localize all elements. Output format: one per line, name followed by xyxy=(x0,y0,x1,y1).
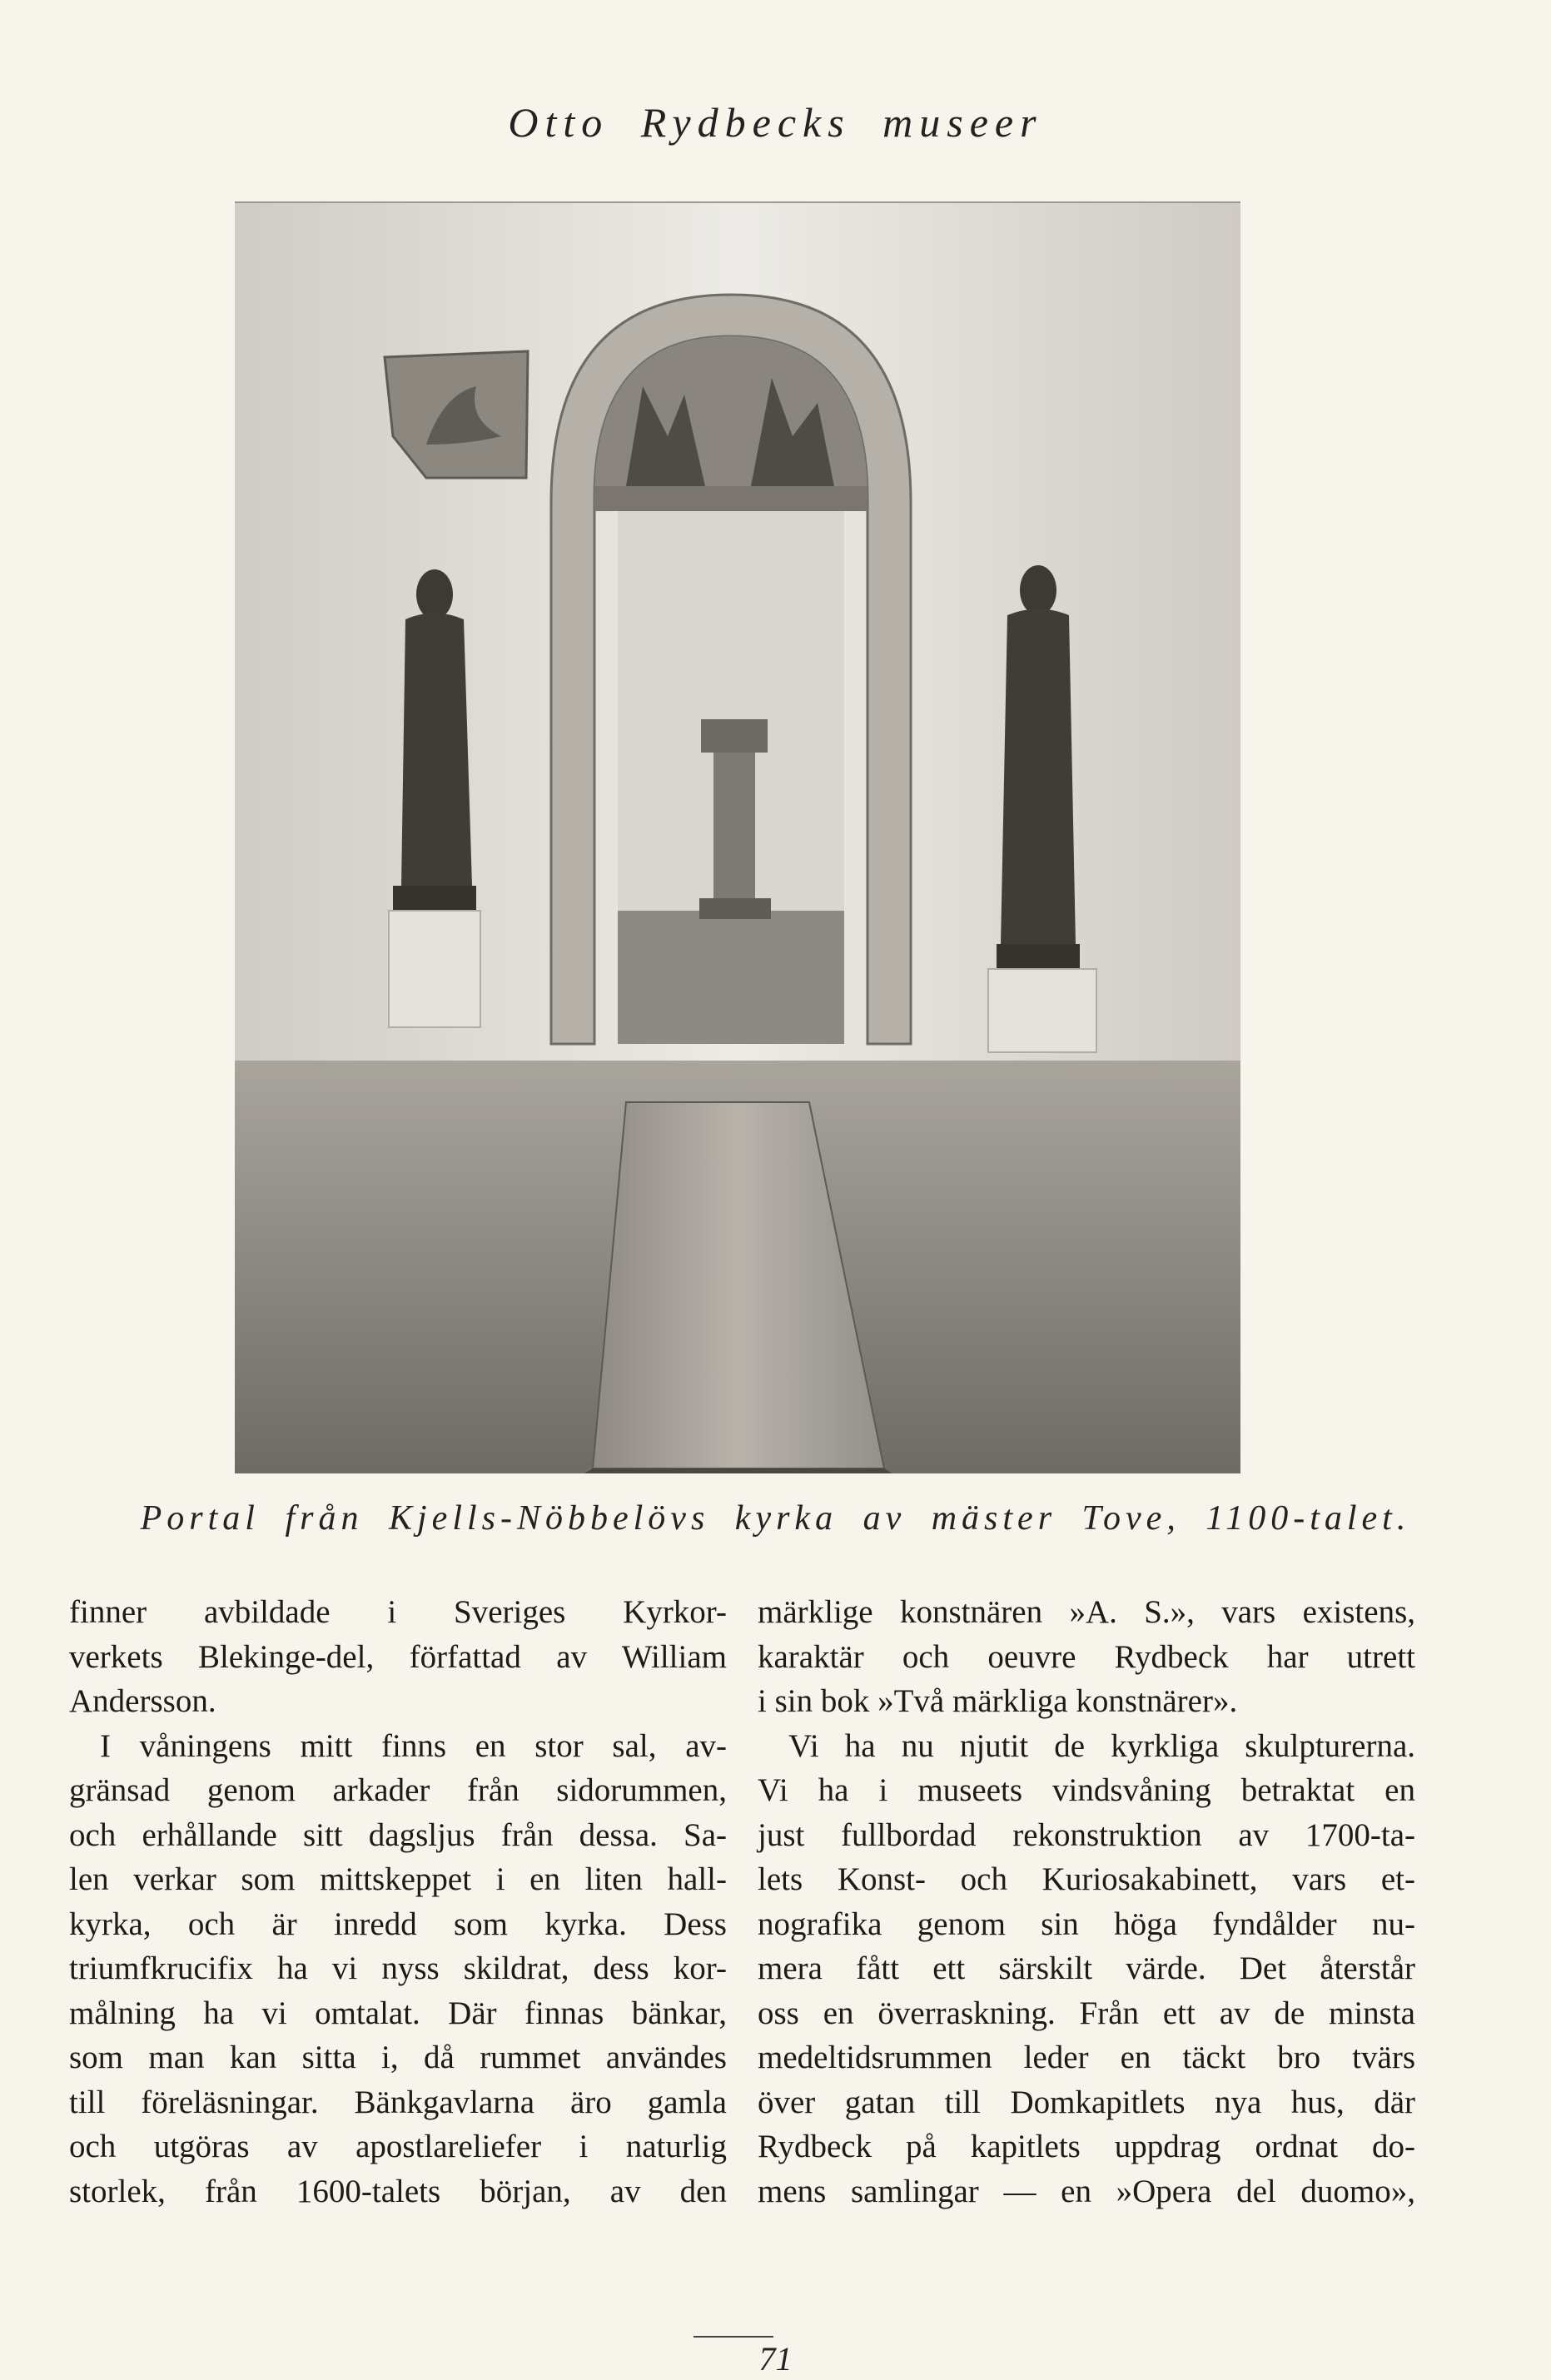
page-number: 71 xyxy=(758,2340,793,2378)
text-line: i sin bok »Två märkliga konstnärer». xyxy=(758,1683,1238,1719)
text-line: lets Konst- och Kuriosakabinett, vars et- xyxy=(758,1861,1415,1897)
text-line: Rydbeck på kapitlets uppdrag ordnat do- xyxy=(758,2129,1415,2164)
text-line: och erhållande sitt dagsljus från dessa. Sa- xyxy=(69,1816,727,1853)
running-header: Otto Rydbecks museer xyxy=(508,99,1043,146)
paragraph xyxy=(69,1724,727,2214)
text-line: gränsad genom arkader från sidorummen, xyxy=(69,1772,727,1808)
text-line: oss en överraskning. Från ett av de minsta xyxy=(758,1995,1415,2031)
text-line: verkets Blekinge-del, författad av William xyxy=(69,1638,727,1675)
page-number-rule xyxy=(693,2336,773,2338)
text-line: mens samlingar — en »Opera del duomo», xyxy=(758,2173,1415,2209)
paragraph xyxy=(69,1590,727,1724)
text-line: Vi ha i museets vindsvåning betraktat en xyxy=(758,1772,1415,1808)
text-line: karaktär och oeuvre Rydbeck har utrett xyxy=(758,1638,1415,1675)
text-line: Vi ha nu njutit de kyrkliga skulpturerna. xyxy=(788,1727,1415,1764)
figure-caption: Portal från Kjells-Nöbbelövs kyrka av mäster Tove, 1100-talet. xyxy=(140,1499,1411,1538)
paragraph xyxy=(758,1590,1415,1724)
text-line: just fullbordad rekonstruktion av 1700-ta- xyxy=(758,1816,1415,1853)
church-portal-photo xyxy=(235,201,1240,1473)
text-line: Andersson. xyxy=(69,1683,216,1719)
text-line: medeltidsrummen leder en täckt bro tvärs xyxy=(758,2040,1415,2075)
text-line: kyrka, och är inredd som kyrka. Dess xyxy=(69,1905,727,1942)
text-line: finner avbildade i Sveriges Kyrkor- xyxy=(69,1594,727,1630)
text-line: triumfkrucifix ha vi nyss skildrat, dess kor- xyxy=(69,1950,727,1986)
text-line: och utgöras av apostlareliefer i naturlig xyxy=(69,2129,727,2164)
text-line: nografika genom sin höga fyndålder nu- xyxy=(758,1905,1415,1942)
text-line: mera fått ett särskilt värde. Det återstår xyxy=(758,1950,1415,1986)
text-line: märklige konstnären »A. S.», vars existens, xyxy=(758,1594,1415,1630)
paragraph xyxy=(758,1724,1415,2214)
text-line: som man kan sitta i, då rummet användes xyxy=(69,2040,727,2075)
right-column xyxy=(758,1590,1415,2214)
text-line: till föreläsningar. Bänkgavlarna äro gamla xyxy=(69,2084,727,2120)
text-line: len verkar som mittskeppet i en liten hall- xyxy=(69,1861,727,1897)
left-column xyxy=(69,1590,727,2214)
text-line: över gatan till Domkapitlets nya hus, där xyxy=(758,2084,1415,2120)
text-line: målning ha vi omtalat. Där finnas bänkar, xyxy=(69,1995,727,2031)
text-line: I våningens mitt finns en stor sal, av- xyxy=(100,1727,727,1764)
text-line: storlek, från 1600-talets början, av den xyxy=(69,2173,727,2209)
